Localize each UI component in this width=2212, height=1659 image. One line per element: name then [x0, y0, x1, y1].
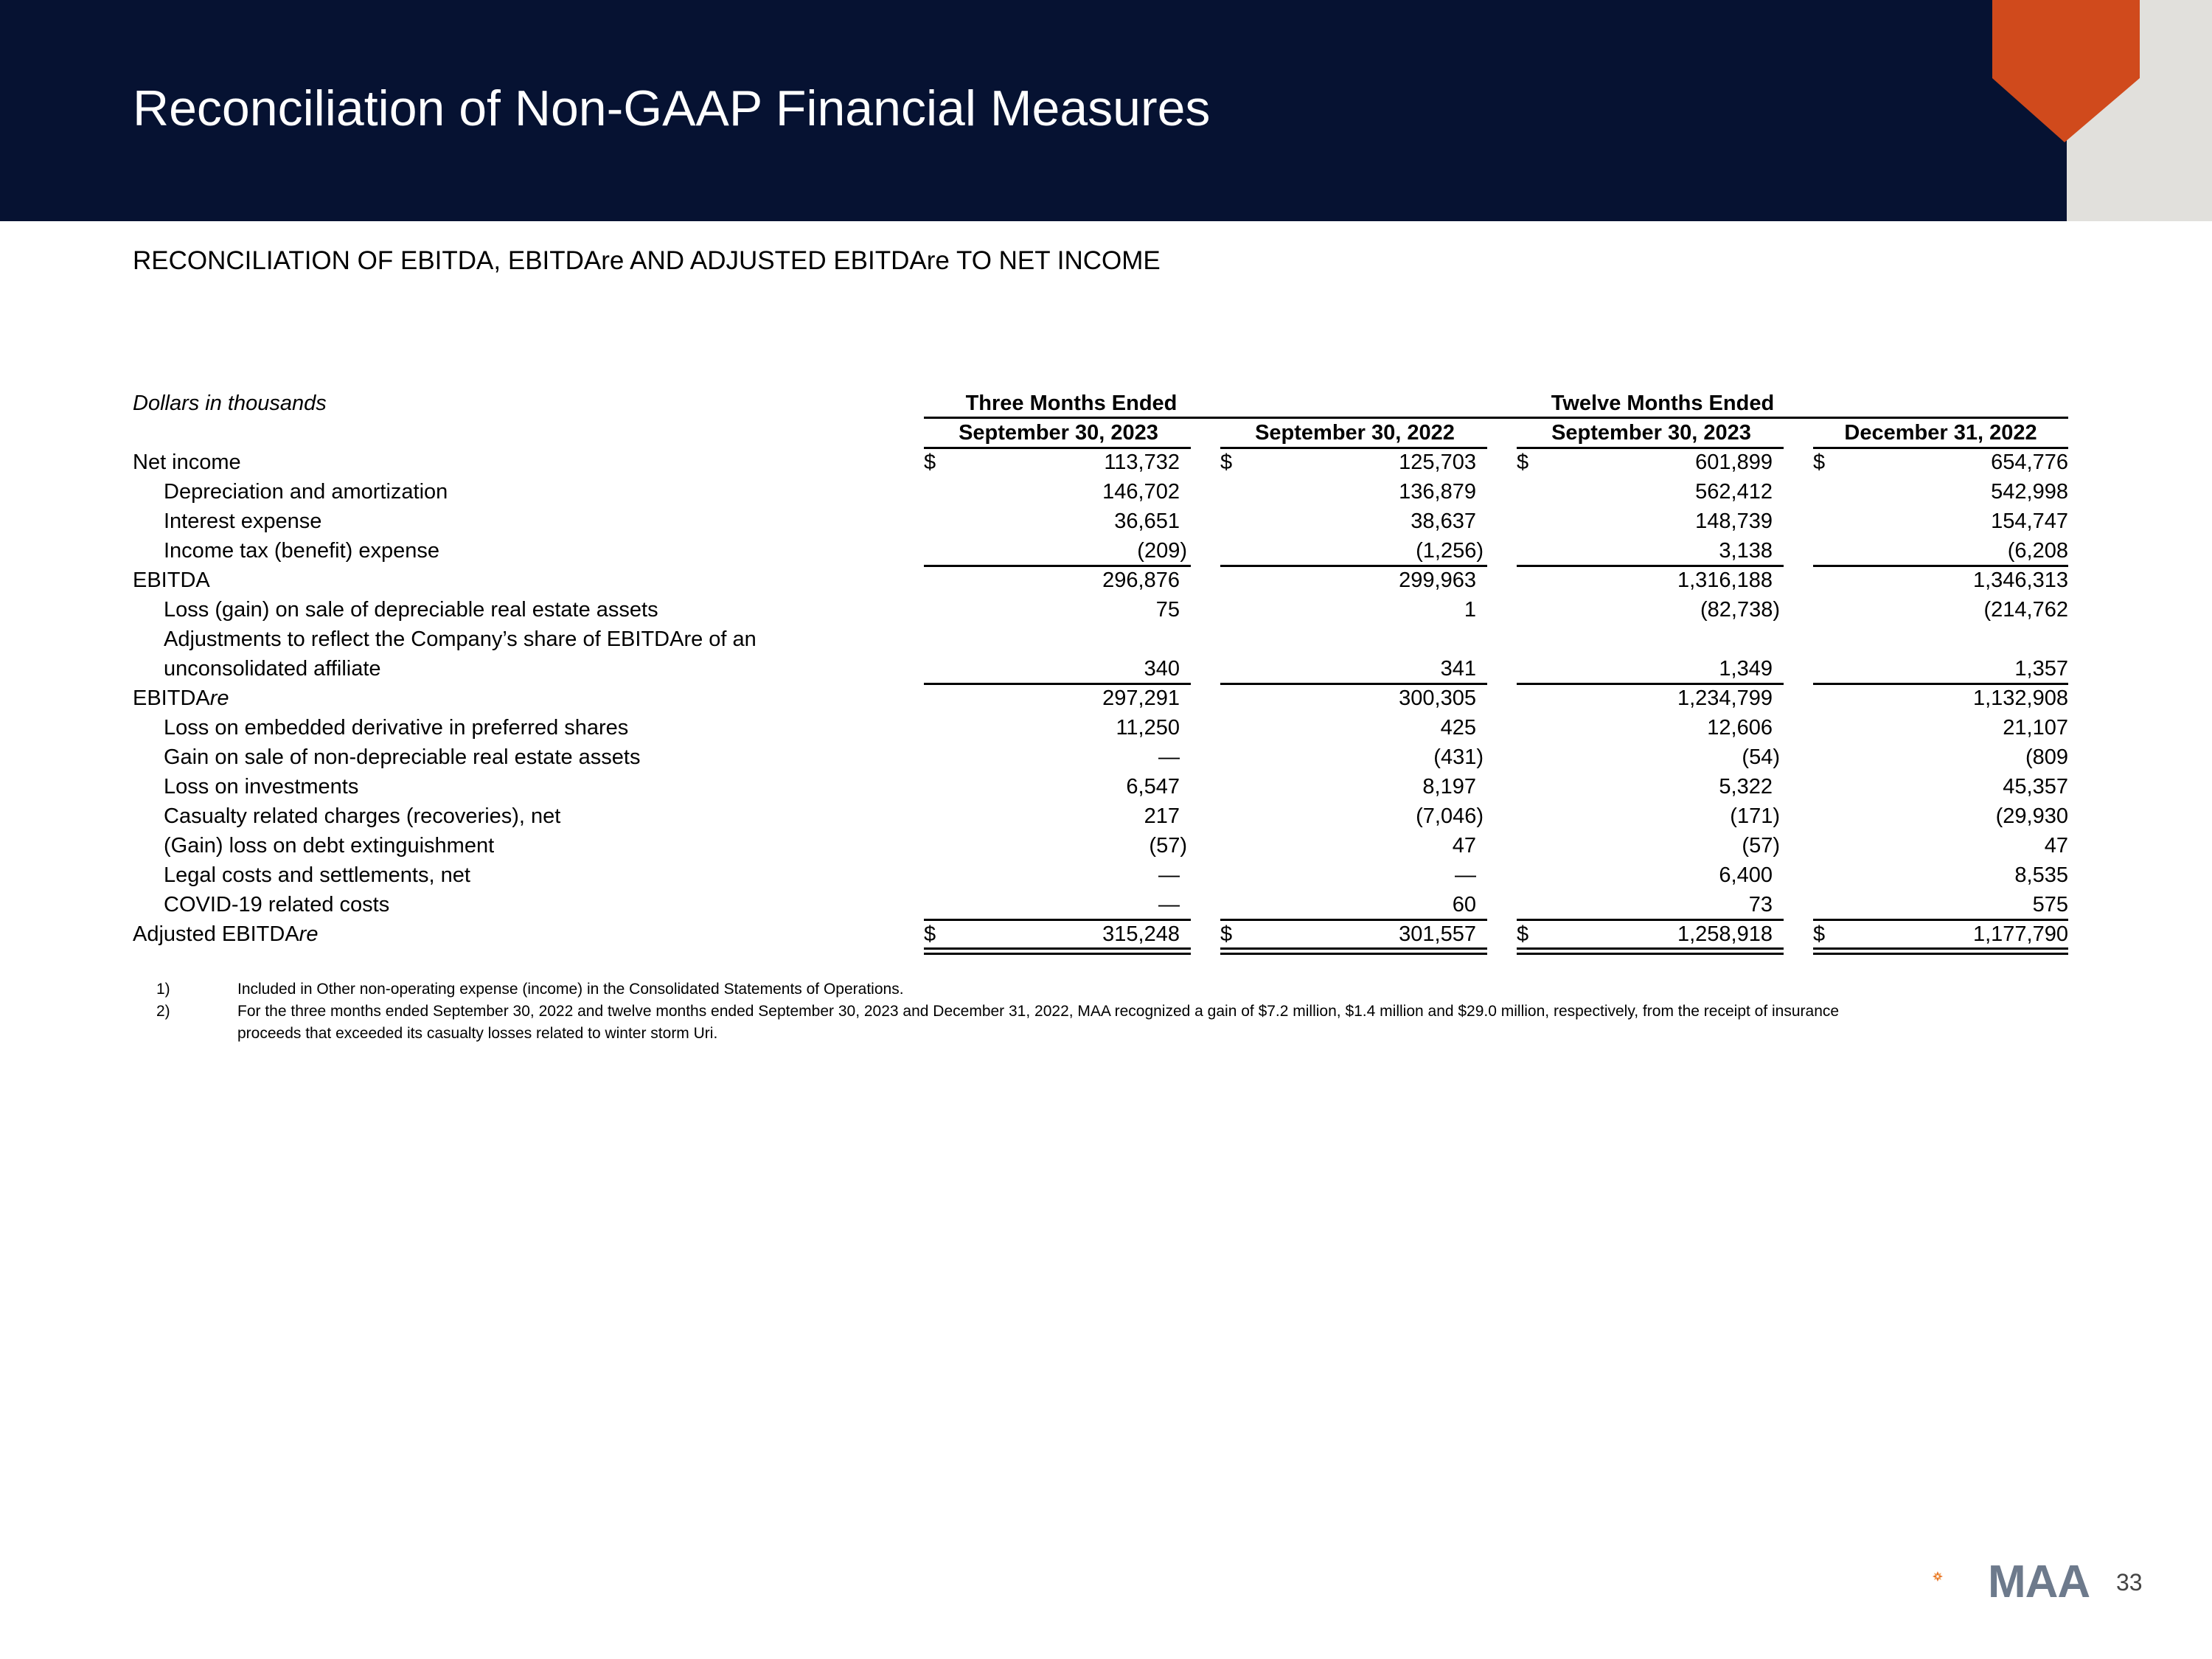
- table-row: [133, 890, 2072, 919]
- cell-value: 1,357: [2014, 657, 2068, 681]
- row-label: Adjustments to reflect the Company’s share of EBITDAre of an: [164, 627, 757, 651]
- cell-value: 5,322: [1719, 775, 1773, 799]
- row-label: COVID-19 related costs: [164, 893, 390, 917]
- cell-value: 1,234,799: [1677, 686, 1773, 710]
- cell-value: (29,930: [1995, 804, 2068, 828]
- group-header-three-months: Three Months Ended: [965, 392, 1178, 415]
- table-row: [133, 860, 2072, 890]
- row-label: Adjusted EBITDAre: [133, 922, 319, 946]
- cell-value: 12,606: [1707, 716, 1773, 740]
- footnote-text: For the three months ended September 30, 2022 and twelve months ended September 30, 2023 and December 31, 2022, MAA recognized a gain of $7.2 million, $1.4 million and $29.0 million, respectively, from the receipt of insurance: [237, 1003, 1840, 1020]
- cell-value: 60: [1452, 893, 1476, 917]
- cell-value: 6,400: [1719, 863, 1773, 887]
- table-row: [133, 772, 2072, 801]
- cell-value: 73: [1748, 893, 1773, 917]
- table-row: [133, 595, 2072, 625]
- cell-value: 654,776: [1991, 451, 2068, 474]
- cell-value: (7,046): [1416, 804, 1484, 828]
- column-header-row: [133, 418, 2072, 448]
- cell-value: 1: [1464, 598, 1476, 622]
- cell-value: 562,412: [1695, 480, 1773, 504]
- currency-symbol: $: [924, 451, 936, 474]
- footnote-number: 1): [156, 981, 170, 998]
- table-row: [133, 801, 2072, 831]
- row-label: Interest expense: [164, 509, 322, 533]
- table-row: [133, 654, 2072, 684]
- table-header-row: [133, 389, 2072, 418]
- cell-value: 136,879: [1399, 480, 1476, 504]
- cell-value: 315,248: [1102, 922, 1180, 946]
- cell-value: 301,557: [1399, 922, 1476, 946]
- cell-value: 125,703: [1399, 451, 1476, 474]
- column-header: December 31, 2022: [1844, 421, 2037, 445]
- cell-value: (214,762: [1983, 598, 2068, 622]
- table-row-label-line: [133, 625, 2072, 654]
- page-number: 33: [2116, 1569, 2143, 1596]
- cell-value: 113,732: [1104, 451, 1180, 474]
- total-double-underline: [1813, 947, 2068, 955]
- cell-value: (57): [1149, 834, 1187, 858]
- cell-value: 340: [1144, 657, 1180, 681]
- cell-value: 1,349: [1719, 657, 1773, 681]
- row-label: Income tax (benefit) expense: [164, 539, 439, 563]
- cell-value: 297,291: [1102, 686, 1180, 710]
- table-row: [133, 684, 2072, 713]
- cell-value: 1,177,790: [1972, 922, 2068, 946]
- cell-value: —: [1455, 863, 1476, 887]
- cell-value: 3,138: [1719, 539, 1773, 563]
- column-header: September 30, 2023: [959, 421, 1158, 445]
- footnote-text: proceeds that exceeded its casualty losses related to winter storm Uri.: [237, 1025, 718, 1042]
- column-header: September 30, 2022: [1255, 421, 1455, 445]
- cell-value: 47: [2044, 834, 2068, 858]
- row-label: Loss on investments: [164, 775, 359, 799]
- cell-value: 425: [1440, 716, 1476, 740]
- cell-value: 1,258,918: [1677, 922, 1773, 946]
- cell-value: (209): [1137, 539, 1187, 563]
- table-row: [133, 536, 2072, 566]
- cell-value: 38,637: [1411, 509, 1476, 533]
- row-label: Casualty related charges (recoveries), net: [164, 804, 561, 828]
- cell-value: —: [1158, 745, 1180, 769]
- cell-value: (431): [1433, 745, 1484, 769]
- row-label: Gain on sale of non-depreciable real estate assets: [164, 745, 641, 769]
- cell-value: (82,738): [1700, 598, 1780, 622]
- cell-value: (54): [1742, 745, 1780, 769]
- cell-value: (1,256): [1416, 539, 1484, 563]
- currency-symbol: $: [1220, 922, 1233, 946]
- row-label: Loss on embedded derivative in preferred shares: [164, 716, 629, 740]
- table-row: [133, 448, 2072, 477]
- row-label: Loss (gain) on sale of depreciable real estate assets: [164, 598, 658, 622]
- footnote-text: Included in Other non-operating expense (income) in the Consolidated Statements of Operations.: [237, 981, 904, 998]
- row-label: unconsolidated affiliate: [164, 657, 381, 681]
- section-subtitle: RECONCILIATION OF EBITDA, EBITDAre AND ADJUSTED EBITDAre TO NET INCOME: [133, 246, 1161, 275]
- page-title: Reconciliation of Non-GAAP Financial Measures: [133, 80, 1211, 136]
- cell-value: 575: [2032, 893, 2068, 917]
- cell-value: 154,747: [1991, 509, 2068, 533]
- currency-symbol: $: [924, 922, 936, 946]
- cell-value: 36,651: [1114, 509, 1180, 533]
- group-header-twelve-months: Twelve Months Ended: [1551, 392, 1775, 415]
- table-row: [133, 831, 2072, 860]
- currency-symbol: $: [1517, 451, 1529, 474]
- cell-value: (6,208: [2007, 539, 2068, 563]
- units-label: Dollars in thousands: [133, 392, 327, 415]
- cell-value: 148,739: [1695, 509, 1773, 533]
- cell-value: (171): [1730, 804, 1780, 828]
- maa-logo-text: MAA: [1988, 1557, 2090, 1607]
- total-double-underline: [1517, 947, 1784, 955]
- maa-logo-icon: [1932, 1553, 1983, 1600]
- currency-symbol: $: [1813, 451, 1826, 474]
- footnote-number: 2): [156, 1003, 170, 1020]
- cell-value: 45,357: [2003, 775, 2068, 799]
- currency-symbol: $: [1813, 922, 1826, 946]
- cell-value: (809: [2025, 745, 2068, 769]
- cell-value: 1,316,188: [1677, 568, 1773, 592]
- cell-value: 1,346,313: [1972, 568, 2068, 592]
- table-row: [133, 507, 2072, 536]
- cell-value: 341: [1440, 657, 1476, 681]
- cell-value: 146,702: [1102, 480, 1180, 504]
- cell-value: 6,547: [1126, 775, 1180, 799]
- table-row: [133, 919, 2072, 949]
- cell-value: 8,197: [1422, 775, 1476, 799]
- cell-value: —: [1158, 893, 1180, 917]
- row-label: EBITDAre: [133, 686, 229, 710]
- cell-value: 601,899: [1695, 451, 1773, 474]
- table-row: [133, 713, 2072, 742]
- cell-value: 75: [1155, 598, 1180, 622]
- cell-value: 542,998: [1991, 480, 2068, 504]
- cell-value: (57): [1742, 834, 1780, 858]
- column-header: September 30, 2023: [1551, 421, 1751, 445]
- row-label: Depreciation and amortization: [164, 480, 448, 504]
- table-row: [133, 477, 2072, 507]
- cell-value: 1,132,908: [1972, 686, 2068, 710]
- table-row: [133, 742, 2072, 772]
- cell-value: 217: [1144, 804, 1180, 828]
- currency-symbol: $: [1220, 451, 1233, 474]
- cell-value: 47: [1452, 834, 1476, 858]
- cell-value: —: [1158, 863, 1180, 887]
- cell-value: 21,107: [2003, 716, 2068, 740]
- row-label: EBITDA: [133, 568, 210, 592]
- cell-value: 11,250: [1116, 716, 1180, 740]
- header-decoration-chevron: [1991, 0, 2212, 221]
- row-label: Net income: [133, 451, 241, 474]
- total-double-underline: [1220, 947, 1487, 955]
- row-label: (Gain) loss on debt extinguishment: [164, 834, 495, 858]
- cell-value: 300,305: [1399, 686, 1476, 710]
- cell-value: 8,535: [2014, 863, 2068, 887]
- cell-value: 296,876: [1102, 568, 1180, 592]
- table-row: [133, 566, 2072, 595]
- cell-value: 299,963: [1399, 568, 1476, 592]
- row-label: Legal costs and settlements, net: [164, 863, 470, 887]
- currency-symbol: $: [1517, 922, 1529, 946]
- total-double-underline: [924, 947, 1191, 955]
